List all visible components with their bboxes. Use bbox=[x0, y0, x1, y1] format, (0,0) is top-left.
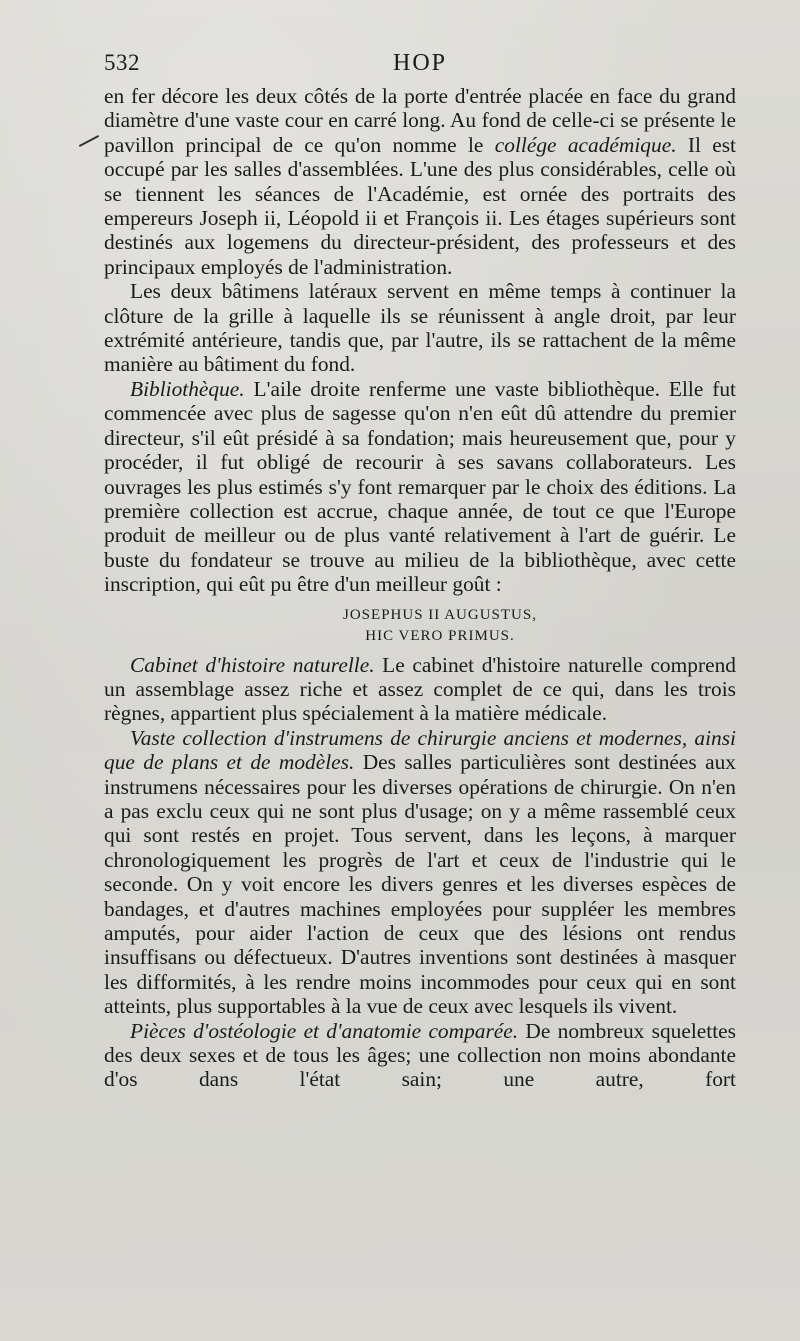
paragraph-text: De nombreux squelettes des deux sexes et de tous les âges; une collection non moins abondante d'os dans l'état sain; une autre, fort bbox=[104, 1018, 737, 1092]
margin-pencil-mark bbox=[79, 135, 99, 147]
page-header bbox=[104, 50, 736, 82]
paragraph-batimens: Les deux bâtimens latéraux servent en même temps à continuer la clôture de la grille à laquelle ils se réunissent à angle droit, par leur extrémité antérieure, tandis que, par l'autre, ils se rattachent de la même manière au bâtiment du fond. bbox=[104, 279, 736, 377]
paragraph-text: L'aile droite renferme une vaste bibliothèque. Elle fut commencée avec plus de sagesse qu'on n'en eût dû attendre du premier directeur, s'il eût présidé à sa fondation; mais heureusement que, pour y procéder, il fut obligé de recourir à ses savans collaborateurs. Les ouvrages les plus estimés s'y font remarquer par le choix des éditions. La première collection est accrue, chaque année, de tout ce que l'Europe produit de meilleur ou de plus vanté relativement à l'art de guérir. Le buste du fondateur se trouve au milieu de la bibliothèque, avec cette inscription, qui eût pu être d'un meilleur goût : bbox=[104, 376, 736, 597]
paragraph-cabinet bbox=[104, 653, 736, 726]
inscription-line: HIC VERO PRIMUS. bbox=[365, 627, 515, 644]
section-title-osteologie: Pièces d'ostéologie et d'anatomie comparée. bbox=[130, 1018, 519, 1043]
college-academique-term: collége académique. bbox=[494, 132, 677, 157]
paragraph-text: en fer décore les deux côtés de la porte d'entrée placée en face du grand diamètre d'une vaste cour en carré long. Au fond de celle-ci se présente le pavillon principal de ce qu'on nomme le bbox=[104, 84, 736, 157]
paragraph-instrumens bbox=[104, 726, 736, 1019]
paragraph-osteologie bbox=[104, 1019, 736, 1092]
section-title-instrumens: Vaste collection d'instrumens de chirurgie anciens et modernes, ainsi que de plans et de modèles. bbox=[104, 725, 736, 775]
page-number: 532 bbox=[104, 50, 140, 75]
paragraph-bibliotheque bbox=[104, 377, 736, 597]
paragraph-text: Des salles particulières sont destinées aux instrumens nécessaires pour les diverses opérations de chirurgie. On n'en a pas exclu ceux qui ne sont plus d'usage; on y a même rassemblé ceux qui sont restés en projet. Tous servent, dans les leçons, à marquer chronologiquement les progrès de l'art et ceux de l'industrie qui le seconde. On y voit encore les divers genres et les diverses espèces de bandages, et d'autres machines employées pour suppléer les membres amputés, pour aider l'action de ceux que des lésions ont rendus insuffisans ou défectueux. D'autres inventions sont destinées à masquer les difformités, à les rendre moins incommodes pour ceux qui en sont atteints, plus supportables à la vue de ceux avec lesquels ils vivent. bbox=[104, 750, 736, 1019]
inscription-line: JOSEPHUS II AUGUSTUS, bbox=[343, 606, 537, 623]
section-title-bibliotheque: Bibliothèque. bbox=[130, 376, 245, 401]
section-title-cabinet: Cabinet d'histoire naturelle. bbox=[130, 652, 375, 677]
paragraph-college bbox=[104, 84, 736, 279]
body-text bbox=[104, 84, 736, 1092]
paragraph-text: Le cabinet d'histoire naturelle comprend un assemblage assez riche et assez complet de ce qui, dans les trois règnes, appartient plus spécialement à la matière médicale. bbox=[104, 652, 736, 726]
paragraph-text: Il est occupé par les salles d'assemblées. L'une des plus considérables, celle où se tiennent les séances de l'Académie, est ornée des portraits des empereurs Joseph ii, Léopold ii et François ii. Les étages supérieurs sont destinés aux logemens du directeur-président, des professeurs et des principaux employés de l'administration. bbox=[104, 132, 737, 279]
running-head: HOP bbox=[392, 50, 447, 76]
inscription bbox=[104, 605, 736, 647]
